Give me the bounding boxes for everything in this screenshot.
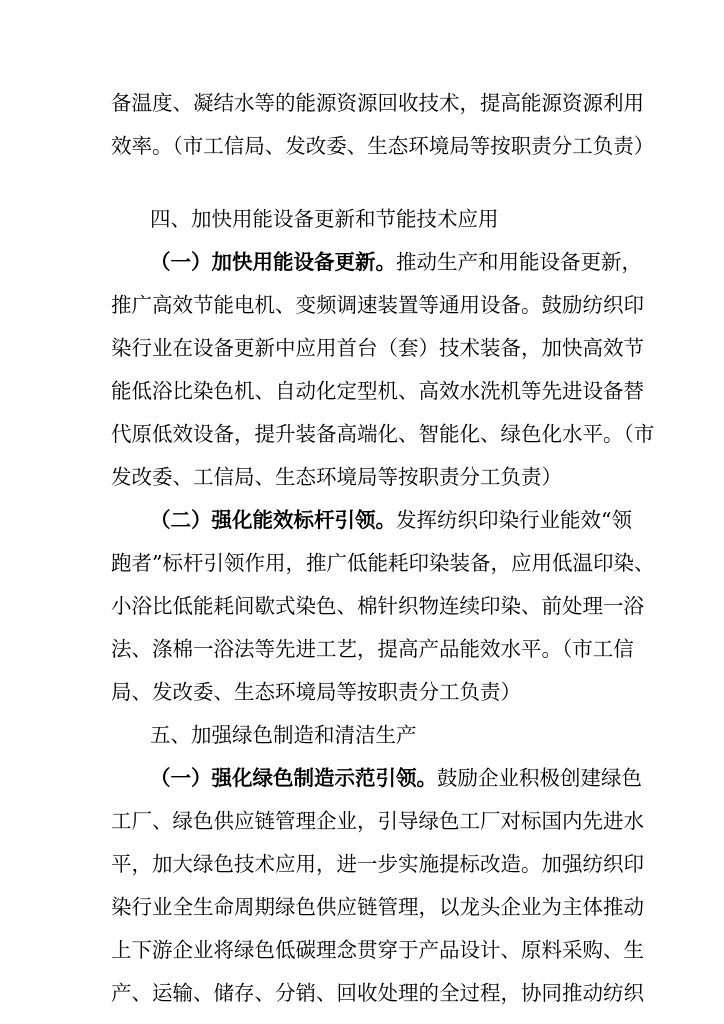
paragraph-line: 推广高效节能电机、变频调速装置等通用设备。鼓励纺织印 [111,293,644,317]
item-text: 推动生产和用能设备更新， [396,250,642,274]
item-text: 鼓励企业积极创建绿色 [437,766,642,790]
paragraph-first-line [150,244,642,280]
section-heading-5: 五、加强绿色制造和清洁生产 [150,723,417,747]
paragraph-line: 发改委、工信局、生态环境局等按职责分工负责） [111,465,562,489]
paragraph-first-line [150,502,632,538]
paragraph-line: 局、发改委、生态环境局等按职责分工负责） [111,680,521,704]
paragraph-line: 代原低效设备，提升装备高端化、智能化、绿色化水平。（市 [111,422,655,446]
paragraph-line: 跑者”标杆引领作用，推广低能耗印染装备，应用低温印染、 [111,551,655,575]
paragraph-line: 能低浴比染色机、自动化定型机、高效水洗机等先进设备替 [111,379,644,403]
paragraph-first-line [150,760,642,796]
item-text: 发挥纺织印染行业能效“领 [396,508,632,532]
paragraph-line: 上下游企业将绿色低碳理念贯穿于产品设计、原料采购、生 [111,938,644,962]
paragraph-line: 染行业在设备更新中应用首台（套）技术装备，加快高效节 [111,336,644,360]
paragraph-line: 法、涤棉一浴法等先进工艺，提高产品能效水平。（市工信 [111,637,634,661]
item-title: （二）强化能效标杆引领。 [150,508,396,532]
section-heading-4: 四、加快用能设备更新和节能技术应用 [150,207,499,231]
item-title: （一）强化绿色制造示范引领。 [150,766,437,790]
paragraph-line: 平，加大绿色技术应用，进一步实施提标改造。加强纺织印 [111,852,644,876]
paragraph-line: 染行业全生命周期绿色供应链管理，以龙头企业为主体推动 [111,895,644,919]
item-title: （一）加快用能设备更新。 [150,250,396,274]
paragraph-line: 备温度、凝结水等的能源资源回收技术，提高能源资源利用 [111,91,644,115]
paragraph-line: 产、运输、储存、分销、回收处理的全过程，协同推动纺织 [111,981,644,1005]
paragraph-line: 小浴比低能耗间歇式染色、棉针织物连续印染、前处理一浴 [111,594,644,618]
paragraph-line: 效率。（市工信局、发改委、生态环境局等按职责分工负责） [111,134,655,158]
paragraph-line: 工厂、绿色供应链管理企业，引导绿色工厂对标国内先进水 [111,809,644,833]
